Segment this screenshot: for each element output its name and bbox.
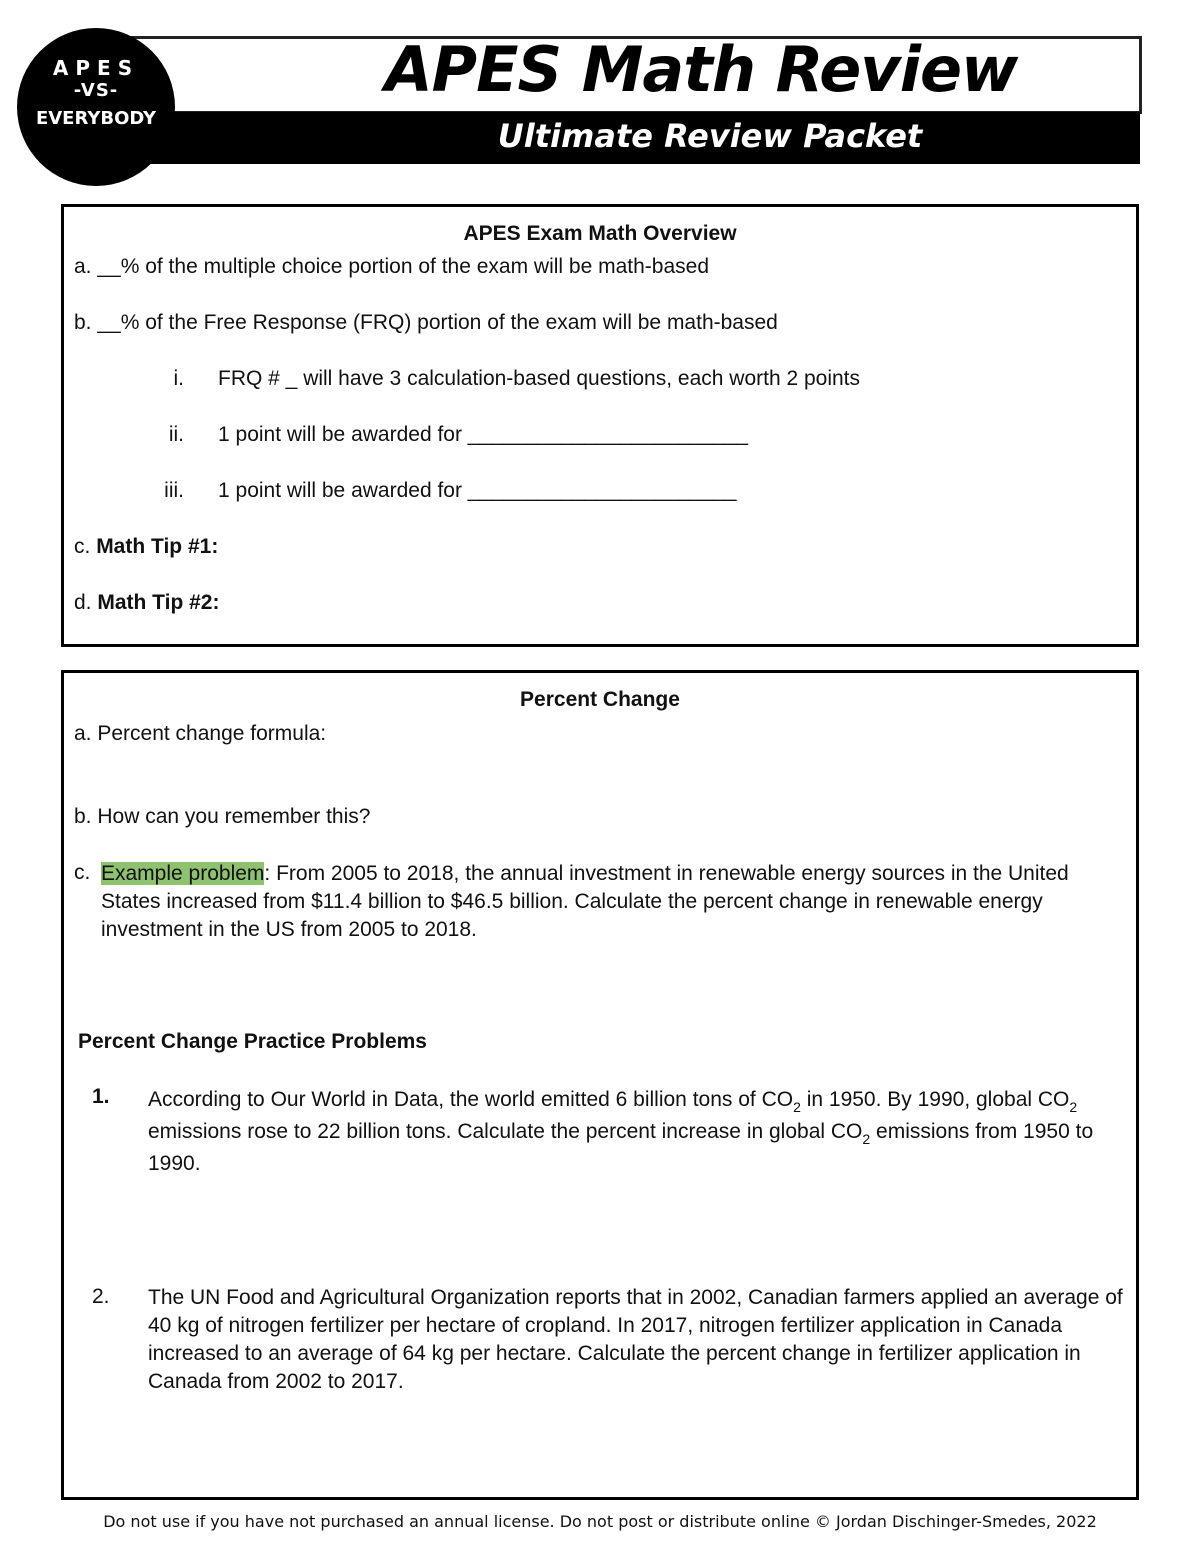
subitem-ii-text: 1 point will be awarded for ________________________ [218,423,749,446]
percent-change-item-a: a. Percent change formula: [74,722,327,745]
logo-line-1: APES [52,56,140,80]
logo-line-3: EVERYBODY [35,108,157,129]
subitem-i-text: FRQ # _ will have 3 calculation-based questions, each worth 2 points [218,367,861,390]
math-tip-2-prefix: d. [74,591,92,614]
subtitle-bar [120,112,1140,164]
problem-1-part-3: emissions rose to 22 billion tons. Calculate the percent increase in global CO [148,1120,863,1143]
subitem-i-number: i. [173,367,184,390]
math-tip-1-label: Math Tip #1: [96,535,219,558]
example-problem [101,860,1121,944]
subitem-ii-number: ii. [168,423,184,446]
problem-1-number: 1. [92,1085,110,1108]
percent-change-title: Percent Change [520,688,680,711]
problem-1-part-4: emissions from 1950 to 1990. [148,1120,1094,1175]
page-title: APES Math Review [384,33,1018,106]
problem-1-part-2: in 1950. By 1990, global CO [800,1088,1070,1111]
overview-section [61,204,1139,647]
math-tip-2-label: Math Tip #2: [97,591,220,614]
overview-item-b: b. __% of the Free Response (FRQ) portion of the exam will be math-based [74,311,778,334]
copyright-footer: Do not use if you have not purchased an annual license. Do not post or distribute online © Jordan Dischinger-Smedes, 2022 [103,1512,1097,1531]
problem-2-text: The UN Food and Agricultural Organization reports that in 2002, Canadian farmers applied an average of 40 kg of nitrogen fertilizer per hectare of cropland. In 2017, nitrogen fertilizer application in Canada increased to an average of 64 kg per hectare. Calculate the percent change in fertilizer application in Canada from 2002 to 2017. [148,1286,1123,1393]
percent-change-item-b: b. How can you remember this? [74,805,371,828]
logo [17,28,175,186]
logo-line-2: -VS- [73,80,119,101]
co2-subscript: 2 [862,1131,871,1147]
example-problem-text: : From 2005 to 2018, the annual investment in renewable energy sources in the United States increased from $11.4 billion to $46.5 billion. Calculate the percent change in renewable energy investment in the US from 2005 to 2018. [101,862,1069,941]
co2-subscript: 2 [793,1099,801,1115]
overview-item-a: a. __% of the multiple choice portion of the exam will be math-based [74,255,710,278]
title-box [120,33,1142,114]
page-subtitle: Ultimate Review Packet [497,117,923,155]
math-tip-2 [74,591,219,615]
co2-subscript: 2 [1069,1099,1078,1115]
math-tip-1 [74,535,218,559]
percent-change-section [61,670,1139,1500]
problem-1-text [148,1084,1128,1180]
example-prefix: c. [74,861,91,884]
practice-problems-title: Percent Change Practice Problems [78,1030,427,1053]
math-tip-1-prefix: c. [74,535,91,558]
subitem-iii-text: 1 point will be awarded for _______________________ [218,479,737,502]
problem-2-number: 2. [92,1285,110,1308]
overview-title: APES Exam Math Overview [463,222,737,245]
subitem-iii-number: iii. [164,479,184,502]
problem-1-part-1: According to Our World in Data, the world emitted 6 billion tons of CO [148,1088,794,1111]
example-problem-highlight: Example problem [101,862,265,885]
